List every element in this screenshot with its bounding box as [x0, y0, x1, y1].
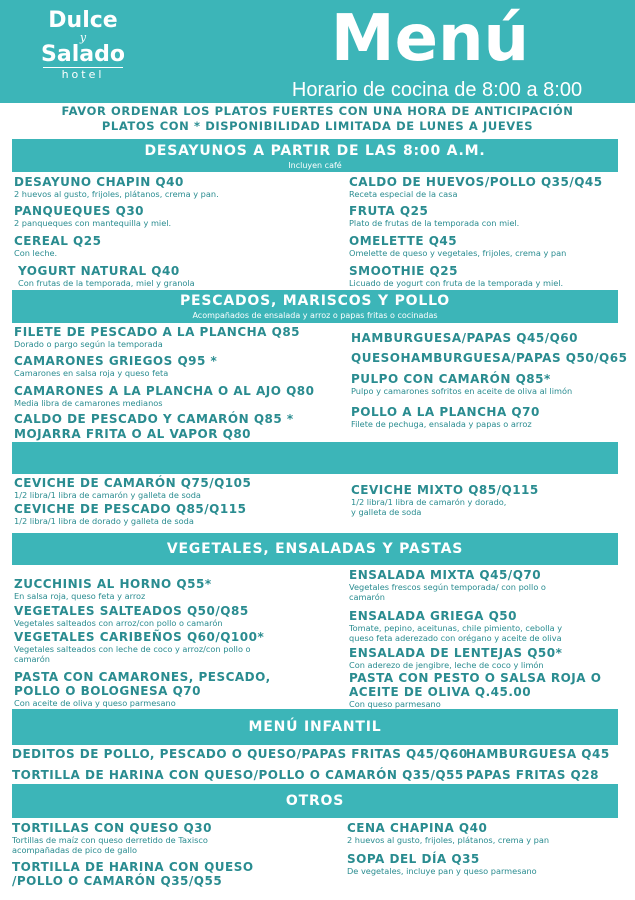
item-name: YOGURT NATURAL Q40 — [18, 264, 180, 278]
item-description: 2 huevos al gusto, frijoles, plátanos, crema y pan — [347, 835, 550, 845]
note-limited-availability: PLATOS CON * DISPONIBILIDAD LIMITADA DE LUNES A JUEVES — [101, 119, 534, 133]
item-name: CALDO DE PESCADO Y CAMARÓN Q85 * — [14, 412, 294, 426]
item-name: DESAYUNO CHAPIN Q40 — [14, 175, 184, 189]
item-name: ZUCCHINIS AL HORNO Q55* — [14, 577, 212, 591]
menu-item — [466, 747, 610, 761]
section-title: MENÚ INFANTIL — [248, 719, 382, 735]
menu-item — [349, 234, 566, 258]
item-name: CALDO DE HUEVOS/POLLO Q35/Q45 — [349, 175, 603, 189]
item-description: Dorado o pargo según la temporada — [14, 339, 163, 349]
item-description: 1/2 libra/1 libra de camarón y galleta de soda — [14, 490, 201, 500]
section-subtitle: Incluyen café — [288, 161, 342, 170]
logo-line-1: Dulce — [48, 8, 118, 33]
item-name: QUESOHAMBURGUESA/PAPAS Q50/Q65 — [351, 351, 628, 365]
menu-item — [14, 427, 251, 441]
item-description: Filete de pechuga, ensalada y papas o arroz — [351, 419, 532, 429]
menu-item — [347, 852, 537, 876]
item-name: TORTILLA DE HARINA CON QUESO/POLLO O CAMARÓN Q35/Q55 — [12, 768, 464, 782]
item-name: OMELETTE Q45 — [349, 234, 458, 248]
item-description: y galleta de soda — [351, 507, 422, 517]
item-name: FILETE DE PESCADO A LA PLANCHA Q85 — [14, 325, 301, 339]
hotel-logo — [28, 10, 138, 82]
menu-item — [14, 175, 219, 199]
item-description: camarón — [349, 592, 385, 602]
item-name: POLLO O BOLOGNESA Q70 — [14, 684, 201, 698]
menu-item — [351, 483, 539, 517]
logo-line-2: y — [79, 31, 87, 44]
menu-item — [18, 264, 195, 288]
item-description: Omelette de queso y vegetales, frijoles, crema y pan — [349, 248, 567, 258]
item-description: 1/2 libra/1 libra de camarón y dorado, — [351, 497, 507, 507]
item-description: Tortillas de maíz con queso derretido de Taxisco — [12, 835, 208, 845]
menu-item — [14, 630, 264, 664]
item-name: DEDITOS DE POLLO, PESCADO O QUESO/PAPAS FRITAS Q45/Q60 — [12, 747, 468, 761]
menu-item — [351, 351, 627, 365]
item-name: FRUTA Q25 — [349, 204, 429, 218]
item-name: ENSALADA MIXTA Q45/Q70 — [349, 568, 542, 582]
menu-item — [14, 577, 212, 601]
menu-header — [0, 0, 635, 103]
item-description: Camarones en salsa roja y queso feta — [14, 368, 169, 378]
item-description: Vegetales salteados con leche de coco y arroz/con pollo o — [14, 644, 251, 654]
item-name: PAPAS FRITAS Q28 — [466, 768, 599, 782]
item-description: Plato de frutas de la temporada con miel. — [349, 218, 520, 228]
item-description: Con leche. — [14, 248, 58, 258]
item-name: HAMBURGUESA Q45 — [466, 747, 610, 761]
menu-item — [14, 604, 249, 628]
note-advance-order: FAVOR ORDENAR LOS PLATOS FUERTES CON UNA HORA DE ANTICIPACIÓN — [61, 104, 574, 118]
item-name: CAMARONES A LA PLANCHA O AL AJO Q80 — [14, 384, 315, 398]
item-name: PASTA CON PESTO O SALSA ROJA O — [349, 671, 602, 685]
item-description: 1/2 libra/1 libra de dorado y galleta de soda — [14, 516, 194, 526]
item-description: Licuado de yogurt con fruta de la temporada y miel. — [349, 278, 564, 288]
menu-item — [14, 204, 171, 228]
kitchen-hours: Horario de cocina de 8:00 a 8:00 — [291, 79, 583, 101]
item-description: Tomate, pepino, aceitunas, chile pimiento, cebolla y — [349, 623, 563, 633]
item-name: TORTILLA DE HARINA CON QUESO — [12, 860, 254, 874]
menu-item — [466, 768, 599, 782]
section-subtitle: Acompañados de ensalada y arroz o papas fritas o cocinadas — [192, 311, 438, 320]
item-description: Con queso parmesano — [349, 699, 441, 709]
item-name: CEVICHE DE PESCADO Q85/Q115 — [14, 502, 247, 516]
menu-item — [14, 670, 271, 708]
item-description: Con aderezo de jengibre, leche de coco y limón — [349, 660, 544, 670]
item-name: VEGETALES SALTEADOS Q50/Q85 — [14, 604, 249, 618]
item-description: queso feta aderezado con orégano y aceite de oliva — [349, 633, 562, 643]
menu-item — [14, 234, 101, 258]
menu-item — [12, 860, 254, 888]
section-header-desayunos — [12, 139, 618, 172]
item-name: HAMBURGUESA/PAPAS Q45/Q60 — [351, 331, 578, 345]
page-title: Menú — [330, 2, 530, 76]
section-header-infantil — [12, 709, 618, 745]
item-name: CEREAL Q25 — [14, 234, 102, 248]
item-name: ACEITE DE OLIVA Q.45.00 — [349, 685, 532, 699]
item-name: MOJARRA FRITA O AL VAPOR Q80 — [14, 427, 252, 441]
menu-item — [351, 372, 572, 396]
item-name: /POLLO O CAMARÓN Q35/Q55 — [12, 874, 223, 888]
item-description: Receta especial de la casa — [349, 189, 458, 199]
item-description: camarón — [14, 654, 50, 664]
menu-item — [349, 671, 601, 709]
menu-item — [12, 747, 468, 761]
item-name: TORTILLAS CON QUESO Q30 — [12, 821, 212, 835]
menu-item — [14, 384, 315, 408]
menu-item — [12, 768, 464, 782]
item-description: Vegetales salteados con arroz/con pollo o camarón — [14, 618, 223, 628]
menu-item — [351, 405, 540, 429]
item-description: De vegetales, incluye pan y queso parmesano — [347, 866, 537, 876]
item-name: CEVICHE MIXTO Q85/Q115 — [351, 483, 539, 497]
section-header-vegetales — [12, 533, 618, 565]
item-name: SMOOTHIE Q25 — [349, 264, 458, 278]
item-description: Con aceite de oliva y queso parmesano — [14, 698, 176, 708]
item-name: SOPA DEL DÍA Q35 — [347, 852, 480, 866]
item-description: Media libra de camarones medianos — [14, 398, 163, 408]
item-name: CEVICHE DE CAMARÓN Q75/Q105 — [14, 476, 252, 490]
menu-item — [349, 204, 519, 228]
section-header-ceviches — [12, 442, 618, 474]
item-name: ENSALADA GRIEGA Q50 — [349, 609, 517, 623]
section-title: VEGETALES, ENSALADAS Y PASTAS — [166, 541, 464, 557]
menu-item — [349, 568, 546, 602]
menu-item — [14, 354, 217, 378]
logo-line-4: hotel — [61, 68, 105, 81]
item-name: CAMARONES GRIEGOS Q95 * — [14, 354, 218, 368]
menu-item — [351, 331, 578, 345]
item-name: POLLO A LA PLANCHA Q70 — [351, 405, 540, 419]
item-name: VEGETALES CARIBEÑOS Q60/Q100* — [14, 630, 265, 644]
item-description: acompañadas de pico de gallo — [12, 845, 138, 855]
section-title: DESAYUNOS A PARTIR DE LAS 8:00 A.M. — [144, 143, 486, 159]
menu-item — [349, 609, 562, 643]
section-title: OTROS — [285, 793, 345, 809]
item-name: PULPO CON CAMARÓN Q85* — [351, 372, 551, 386]
section-title: PESCADOS, MARISCOS Y POLLO — [179, 293, 450, 309]
menu-item — [349, 175, 603, 199]
menu-item — [14, 412, 294, 426]
section-header-otros — [12, 784, 618, 818]
item-description: Con frutas de la temporada, miel y granola — [18, 278, 195, 288]
section-header-pescados — [12, 290, 618, 323]
menu-item — [12, 821, 212, 855]
item-name: PANQUEQUES Q30 — [14, 204, 145, 218]
menu-item — [349, 646, 562, 670]
item-description: 2 panqueques con mantequilla y miel. — [14, 218, 172, 228]
item-description: En salsa roja, queso feta y arroz — [14, 591, 146, 601]
item-name: PASTA CON CAMARONES, PESCADO, — [14, 670, 271, 684]
menu-item — [349, 264, 563, 288]
item-description: Vegetales frescos según temporada/ con pollo o — [349, 582, 546, 592]
item-description: 2 huevos al gusto, frijoles, plátanos, crema y pan. — [14, 189, 219, 199]
logo-line-3: Salado — [41, 42, 125, 67]
menu-item — [347, 821, 549, 845]
item-description: Pulpo y camarones sofritos en aceite de oliva al limón — [351, 386, 573, 396]
menu-item — [14, 476, 251, 500]
menu-item — [14, 325, 300, 349]
menu-item — [14, 502, 246, 526]
item-name: CENA CHAPINA Q40 — [347, 821, 488, 835]
item-name: ENSALADA DE LENTEJAS Q50* — [349, 646, 563, 660]
